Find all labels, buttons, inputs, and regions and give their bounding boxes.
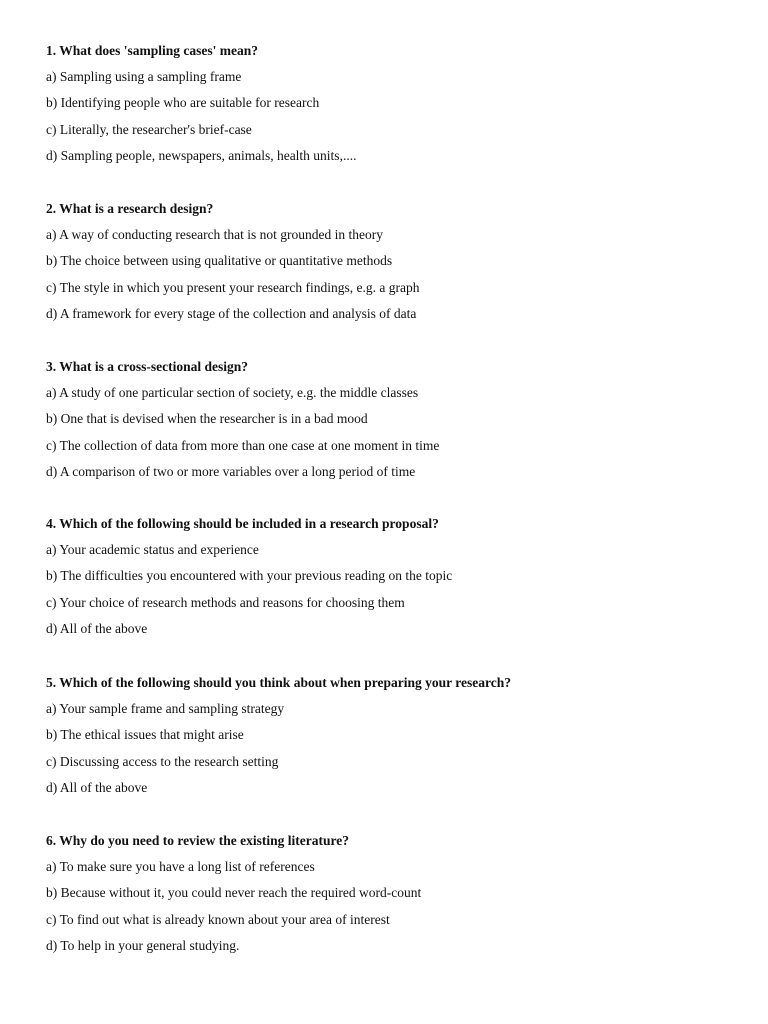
option-b: b) Because without it, you could never reach the required word-count xyxy=(46,885,422,901)
option-a: a) Your academic status and experience xyxy=(46,542,259,558)
option-b: b) Identifying people who are suitable for research xyxy=(46,95,320,111)
question-title: 6. Why do you need to review the existing literature? xyxy=(46,833,349,848)
question-title: 1. What does 'sampling cases' mean? xyxy=(46,43,259,58)
option-a: a) Your sample frame and sampling strategy xyxy=(46,701,285,717)
question-title: 2. What is a research design? xyxy=(46,201,214,216)
question-4 xyxy=(46,516,746,647)
option-a: a) To make sure you have a long list of references xyxy=(46,859,315,875)
question-3 xyxy=(46,359,746,490)
option-d: d) All of the above xyxy=(46,779,148,795)
option-c: c) The style in which you present your research findings, e.g. a graph xyxy=(46,279,420,295)
option-d: d) A framework for every stage of the collection and analysis of data xyxy=(46,305,417,321)
option-a: a) A way of conducting research that is not grounded in theory xyxy=(46,227,384,243)
option-d: d) All of the above xyxy=(46,620,148,636)
question-6 xyxy=(46,833,746,964)
option-d: d) A comparison of two or more variables over a long period of time xyxy=(46,463,416,479)
option-c: c) Your choice of research methods and reasons for choosing them xyxy=(46,594,405,610)
question-1 xyxy=(46,43,746,174)
option-a: a) Sampling using a sampling frame xyxy=(46,69,242,85)
option-c: c) To find out what is already known about your area of interest xyxy=(46,911,390,927)
question-title: 4. Which of the following should be included in a research proposal? xyxy=(46,516,439,531)
option-d: d) To help in your general studying. xyxy=(46,937,240,953)
option-c: c) Literally, the researcher's brief-case xyxy=(46,121,252,137)
option-b: b) The choice between using qualitative or quantitative methods xyxy=(46,253,393,269)
option-c: c) The collection of data from more than one case at one moment in time xyxy=(46,437,440,453)
question-title: 5. Which of the following should you think about when preparing your research? xyxy=(46,675,511,690)
option-d: d) Sampling people, newspapers, animals, health units,.... xyxy=(46,147,357,163)
question-2 xyxy=(46,201,746,332)
option-b: b) One that is devised when the researcher is in a bad mood xyxy=(46,411,368,427)
option-a: a) A study of one particular section of society, e.g. the middle classes xyxy=(46,385,419,401)
option-c: c) Discussing access to the research setting xyxy=(46,753,279,769)
option-b: b) The ethical issues that might arise xyxy=(46,727,244,743)
option-b: b) The difficulties you encountered with your previous reading on the topic xyxy=(46,568,453,584)
question-5 xyxy=(46,675,746,806)
question-title: 3. What is a cross-sectional design? xyxy=(46,359,249,374)
